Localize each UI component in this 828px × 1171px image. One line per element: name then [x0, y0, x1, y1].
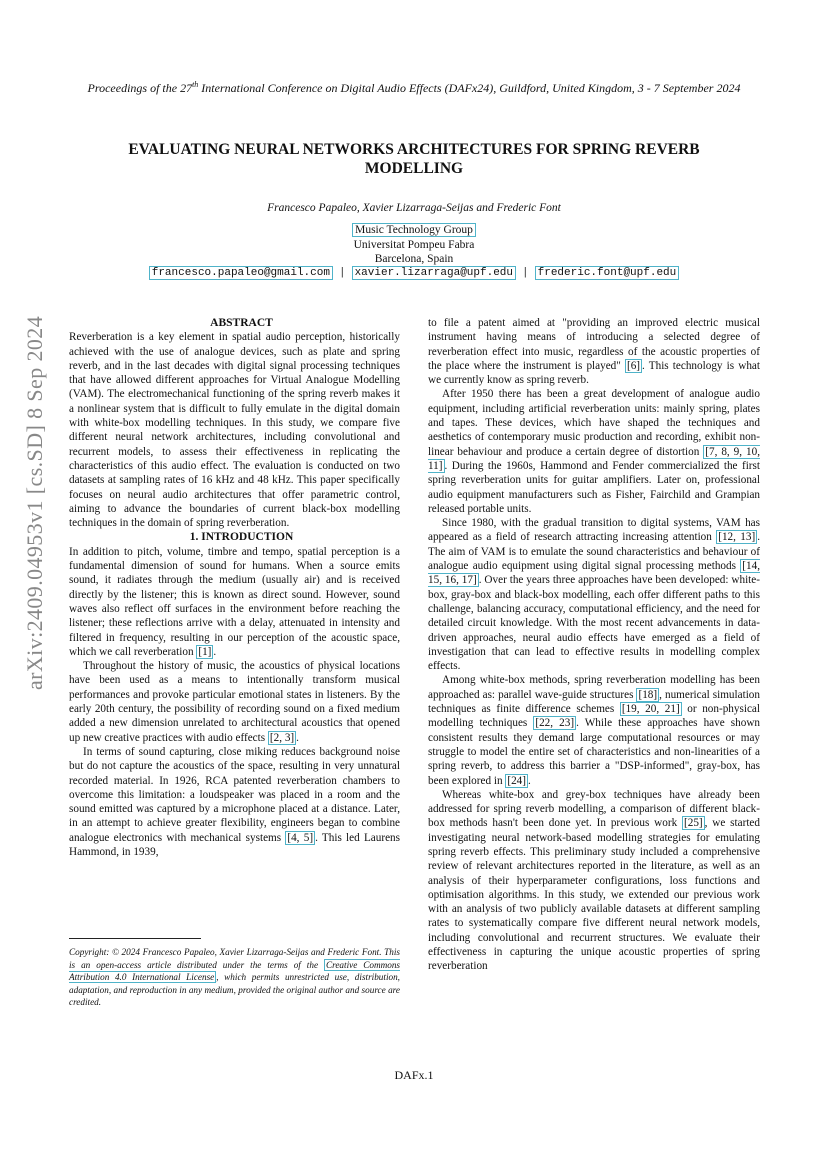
citation-link[interactable]: [22, 23] [535, 717, 575, 730]
affiliation-university: Universitat Pompeu Fabra [353, 238, 475, 251]
citation-link[interactable]: [24] [507, 774, 526, 787]
citation-link[interactable]: [6] [626, 359, 641, 372]
left-column [69, 316, 400, 859]
affiliation-group-link[interactable]: Music Technology Group [352, 223, 476, 237]
right-paragraph-1: After 1950 there has been a great development of analogue audio equipment, including artificial reverberation units: mainly spring, plates and tapes. These devices, which have shaped the techniques and aesthetics of contemporary music production and recording, exhibit non-linear behaviour and produce a certain degree of distortion [7, 8, 9, 10, 11] . During the 1960s, Hammond and Fender commercialized the first spring reverberation units for guitar amplifiers. Later on, professional audio equipment manufacturers such as Fisher, Fairchild and Grampian released portable units. [428, 388, 760, 515]
citation-link[interactable]: [18] [638, 688, 658, 701]
citation-link[interactable]: [1] [198, 645, 212, 658]
citation-link[interactable]: [4, 5] [287, 831, 314, 844]
footnote-rule [69, 938, 201, 939]
email-link-font[interactable]: frederic.font@upf.edu [535, 266, 680, 280]
affiliation-block [0, 223, 828, 267]
intro-heading: 1. INTRODUCTION [189, 531, 294, 544]
citation-link[interactable]: [2, 3] [269, 731, 295, 744]
email-list [0, 267, 828, 279]
abstract-heading: ABSTRACT [210, 317, 273, 329]
paper-title: EVALUATING NEURAL NETWORKS ARCHITECTURES FOR SPRING REVERB MODELLING [128, 141, 700, 177]
copyright-footnote: Copyright: © 2024 Francesco Papaleo, Xavier Lizarraga-Seijas and Frederic Font. This is an open-access article distributed under the terms of the Creative Commons Attribution 4.0 International License , which permits unrestricted use, distribution, adaptation, and reproduction in any medium, provided the original author and source are credited. [69, 947, 400, 1008]
intro-paragraph-1: In addition to pitch, volume, timbre and tempo, spatial perception is a fundamental dimension of sound for humans. When a source emits sound, it radiates through the medium (usually air) and is received directly by the listener; this is known as direct sound. However, sound waves also reflect off surfaces in the environment before reaching the listener; these reflections arrive with a delay, attenuated in intensity and filtered in frequency, resulting in our perception of the acoustic space, which we call reverberation [1] . [69, 545, 400, 658]
email-link-papaleo[interactable]: francesco.papaleo@gmail.com [149, 266, 333, 280]
email-separator: | [522, 267, 529, 279]
intro-paragraph-2: Throughout the history of music, the acoustics of physical locations have been used as a means to intentionally transform musical performances and provoke particular emotional states in listeners. By the early 20th century, the possibility of recording sound on a fixed medium added a new dimension unrelated to architectural acoustics that opened up new creative practices with audio effects [2, 3] . [69, 660, 400, 744]
citation-link[interactable]: [25] [684, 817, 703, 830]
email-separator: | [338, 267, 346, 279]
license-link[interactable]: Creative Commons Attribution 4.0 International License [69, 959, 400, 983]
author-list: Francesco Papaleo, Xavier Lizarraga-Seijas and Frederic Font [267, 202, 561, 214]
intro-paragraph-3: In terms of sound capturing, close miking reduces background noise but do not capture the acoustics of the space, resulting in very unnatural recorded material. In 1926, RCA patented reverberation chambers to overcome this limitation: a loudspeaker was placed in a room and the sound emitted was captured by a microphone placed at a distance. Later, in an attempt to achieve greater flexibility, engineers began to combine analogue electronics with mechanical systems [4, 5] . This led Laurens Hammond, in 1939, [69, 745, 401, 858]
citation-link[interactable]: [12, 13] [718, 531, 756, 544]
abstract-text: Reverberation is a key element in spatial audio perception, historically achieved with the use of analogue devices, such as plate and spring reverb, and in the last decades with digital signal processing techniques that have allowed different approaches for Virtual Analogue Modelling (VAM). The electromechanical functioning of the spring reverb makes it a nonlinear system that is difficult to fully emulate in the digital domain with white-box modelling techniques. In this study, we compare five different neural network architectures, including convolutional and recurrent models, to assess their effectiveness in replicating the characteristics of this audio effect. The evaluation is conducted on two datasets at sampling rates of 16 kHz and 48 kHz. This paper specifically focuses on neural audio architectures that offer parametric control, aiming to advance the boundaries of current black-box modelling techniques in the domain of spring reverberation. [69, 331, 400, 530]
right-paragraph-2: Since 1980, with the gradual transition to digital systems, VAM has appeared as a field of research attracting increasing attention [12, 13] . The aim of VAM is to emulate the sound characteristics and behaviour of analogue audio equipment using digital signal processing methods [14, 15, 16, 17] . Over the years three approaches have been developed: white-box, gray-box and black-box modelling, each offer different paths to this challenge, balancing accuracy, computational efficiency, and the need for detailed circuit knowledge. With the most recent advancements in data-driven approaches, neural audio effects have emerged as a field of investigation that can lead to effective results in modelling complex effects. [428, 517, 760, 673]
right-column [428, 316, 760, 974]
citation-link[interactable]: [7, 8, 9, 10, 11] [428, 445, 760, 472]
right-paragraph-3: Among white-box methods, spring reverberation modelling has been approached as: parallel wave-guide structures [18] , numerical simulation techniques as finite difference schemes [19, 20, 21] or non-physical modelling techniques [22, 23] . While these approaches have shown consistent results they demand large computational resources or may struggle to model the entire set of characteristics and non-linearities of a spring reverb, to address this barrier a "DSP-informed", gray-box, has been explored in [24] . [428, 674, 760, 787]
email-link-lizarraga[interactable]: xavier.lizarraga@upf.edu [352, 266, 516, 280]
affiliation-city: Barcelona, Spain [374, 253, 454, 265]
citation-link[interactable]: [14, 15, 16, 17] [428, 560, 760, 587]
right-paragraph-0: to file a patent aimed at "providing an improved electric musical instrument having means of introducing a selected degree of reverberation effect into music, regardless of the acoustic properties of the place where the instrument is played" [6] . This technology is what we currently know as spring reverb. [428, 317, 761, 387]
right-paragraph-4: Whereas white-box and grey-box techniques have already been addressed for spring reverb modelling, a comparison of different black-box methods hasn't been done yet. In previous work [25] , we started investigating neural network-based modelling strategies for emulating spring reverb effects. This preliminary study included a comprehensive review of relevant architectures reported in the literature, as well as an analysis of their hyperparameter configurations, loss functions and optimisation algorithms. In this study, we extended our previous work with an analysis of two publicly available datasets at different sampling rates to systematically compare five different neural network models, including convolutional and recurrent structures. We evaluate their effectiveness in capturing the unique acoustic properties of spring reverberation [428, 788, 760, 973]
citation-link[interactable]: [19, 20, 21] [621, 703, 680, 716]
conference-header: Proceedings of the 27th International Conference on Digital Audio Effects (DAFx24), Guildford, United Kingdom, 3 - 7 September 2024 [87, 80, 741, 95]
page-number: DAFx.1 [394, 1068, 434, 1082]
arxiv-sidebar-identifier: arXiv:2409.04953v1 [cs.SD] 8 Sep 2024 [22, 315, 47, 690]
